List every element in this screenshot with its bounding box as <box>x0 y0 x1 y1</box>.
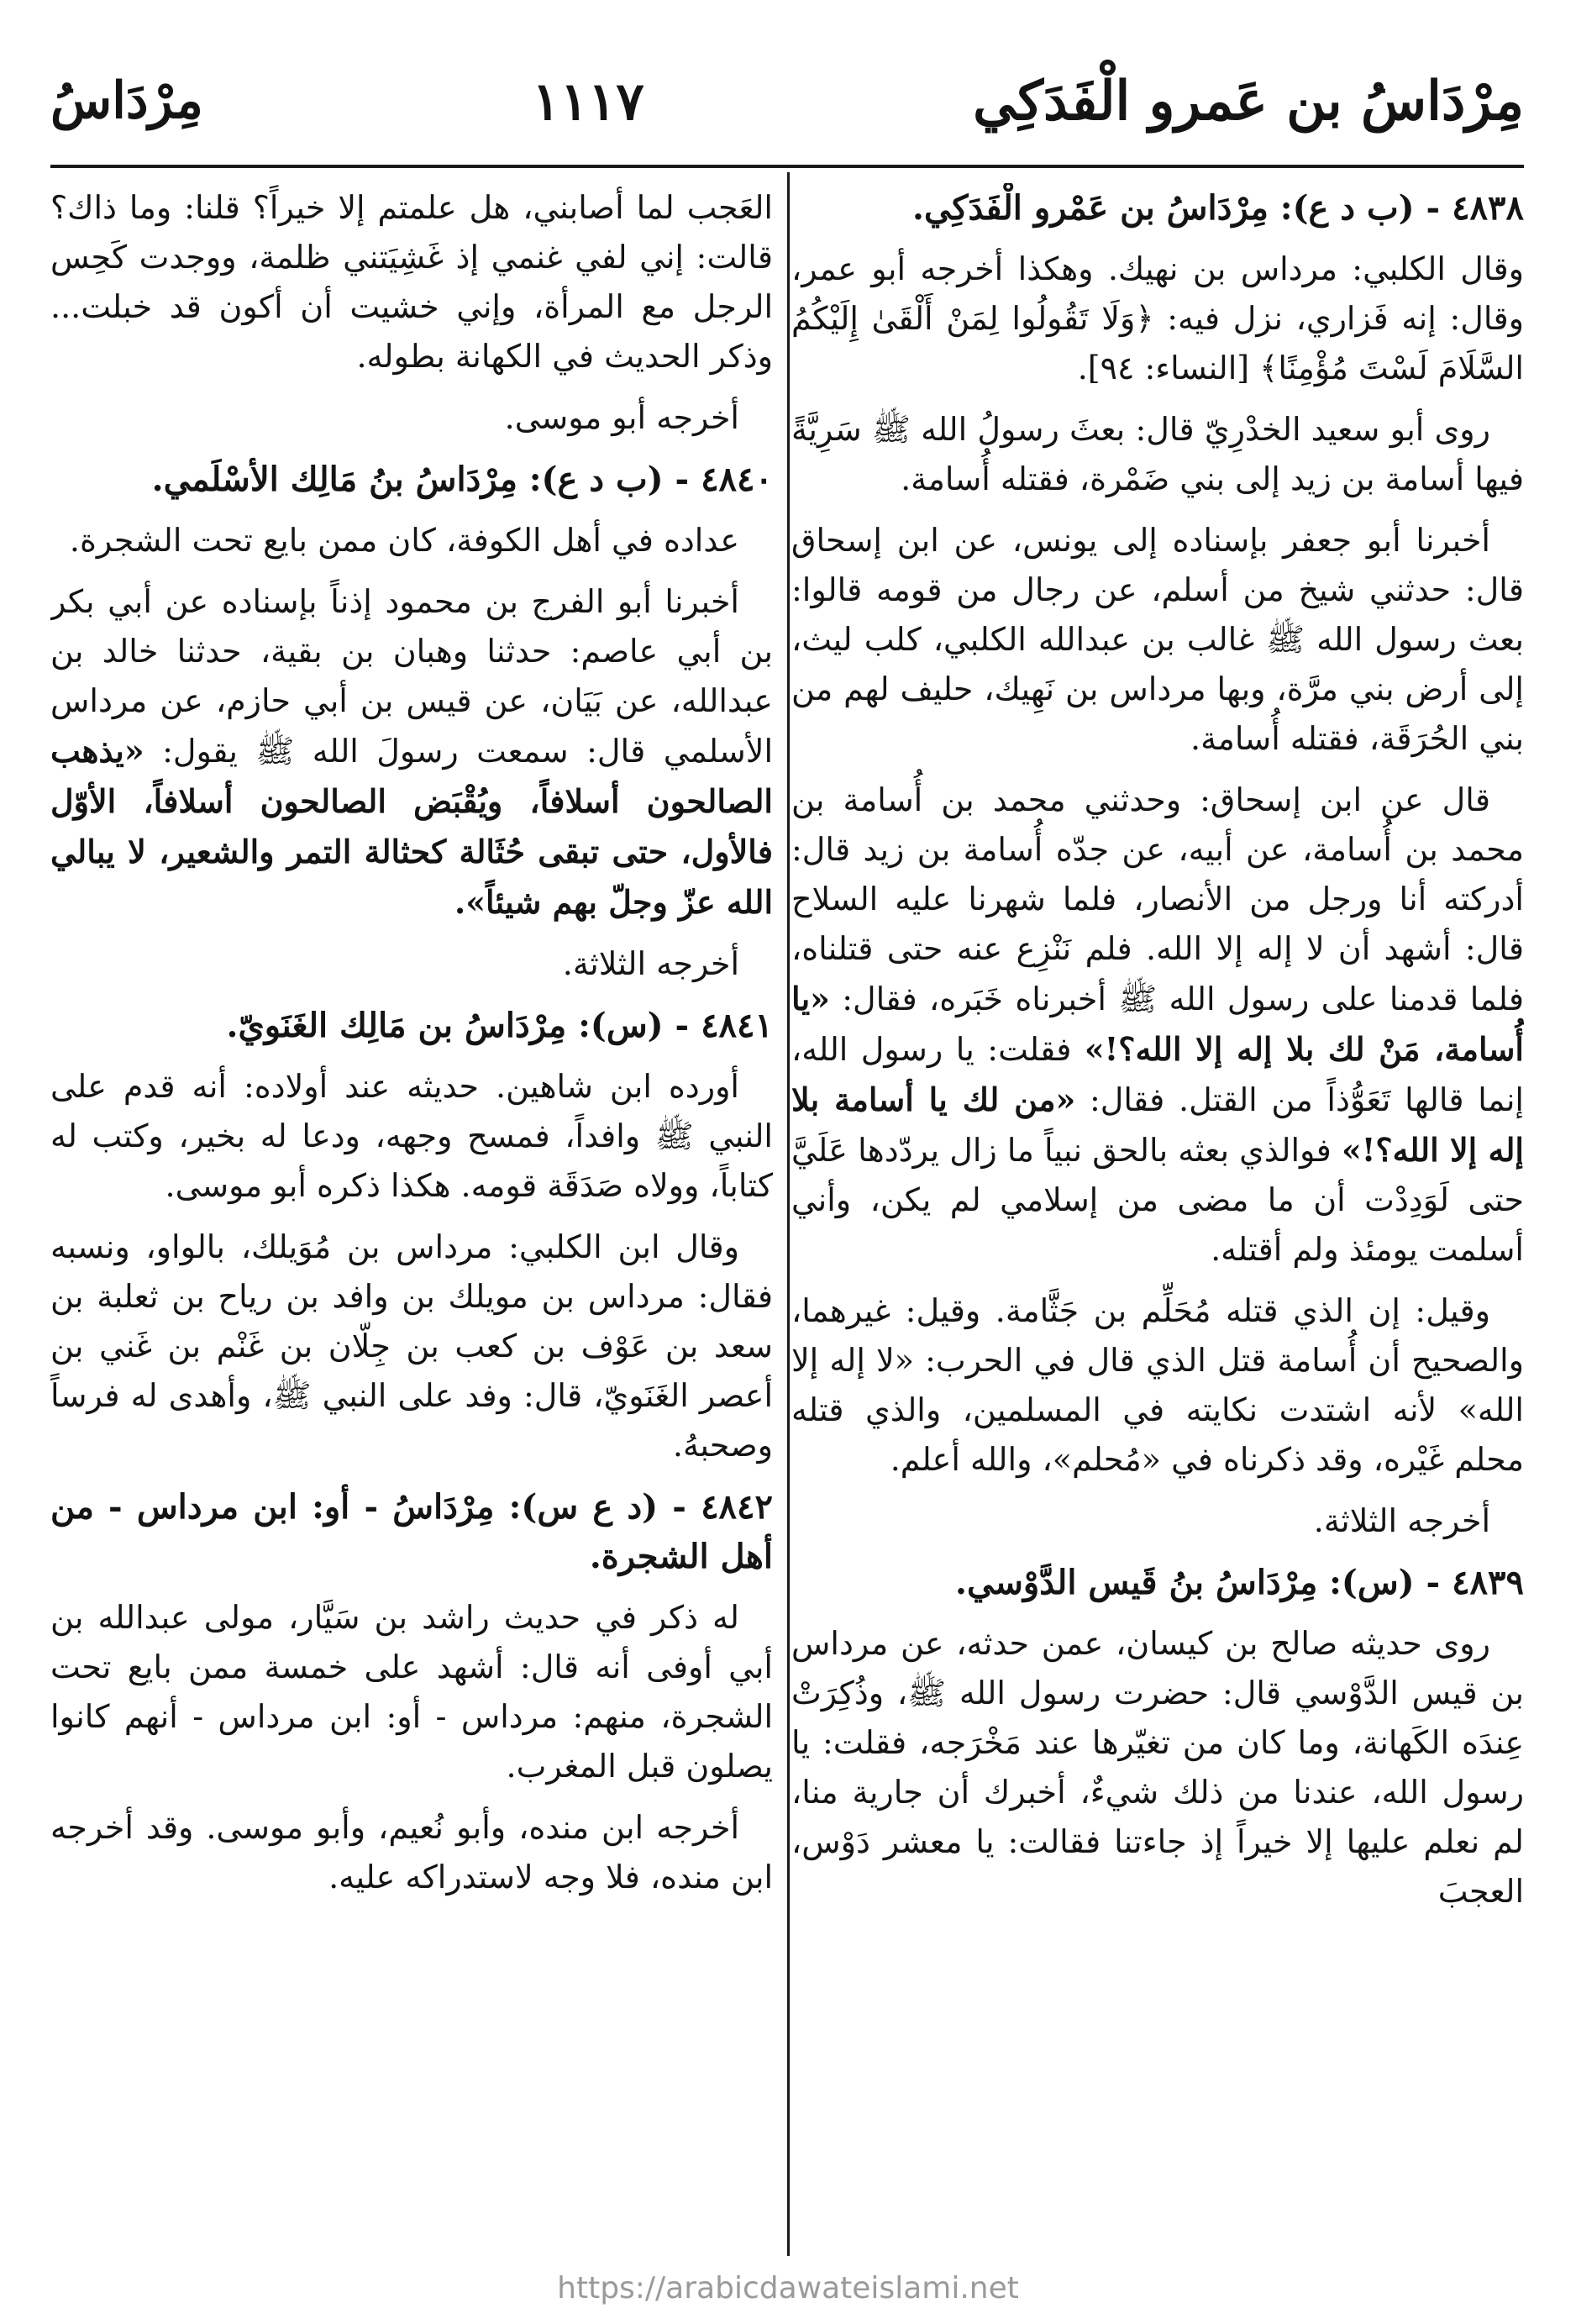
hadith-quote: «يا أُسامة، مَنْ لك بلا إله إلا الله؟!» <box>791 980 1524 1068</box>
paragraph-text: فوالذي بعثه بالحق نبياً ما زال يردّدها عَلَيَّ حتى لَوَدِدْت أن ما مضى من إسلامي لم يكن، وأني أسلمت يومئذ ولم أقتله. <box>791 1132 1524 1268</box>
paragraph-text: أخبرنا أبو الفرج بن محمود إذناً بإسناده عن أبي بكر بن أبي عاصم: حدثنا وهبان بن بقية، حدثنا خالد بن عبدالله، عن بَيَان، عن قيس بن أبي حازم، عن مرداس الأسلمي قال: سمعت رسولَ الله ﷺ يقول: <box>50 583 773 770</box>
entry-4838-paragraph: أخرجه الثلاثة. <box>1313 1502 1490 1539</box>
entry-4842-paragraph: أخرجه ابن منده، وأبو نُعيم، وأبو موسى. وقد أخرجه ابن منده، فلا وجه لاستدراكه عليه. <box>50 1809 773 1895</box>
column-divider <box>787 172 790 2256</box>
entry-4841-paragraph: وقال ابن الكلبي: مرداس بن مُوَيلك، بالواو، ونسبه فقال: مرداس بن مويلك بن وافد بن رياح بن ثعلبة بن سعد بن عَوْف بن كعب بن جِلّان بن غَنْم بن غَني بن أعصر الغَنَويّ، قال: وفد على النبي ﷺ، وأهدى له فرساً وصحبهُ. <box>50 1228 773 1464</box>
hadith-quote: «من لك يا أسامة بلا إله إلا الله؟!» <box>791 1081 1524 1169</box>
entry-4839-paragraph: أخرجه أبو موسى. <box>504 399 739 436</box>
entry-4842-paragraph: له ذكر في حديث راشد بن سَيَّار، مولى عبدالله بن أبي أوفى أنه قال: أشهد على خمسة ممن بايع تحت الشجرة، منهم: مرداس - أو: ابن مرداس - أنهم كانوا يصلون قبل المغرب. <box>50 1599 773 1785</box>
left-column <box>50 183 773 2258</box>
entry-4840-paragraph <box>50 577 773 928</box>
header-rule <box>50 165 1524 168</box>
running-title-right: مِرْدَاسُ بن عَمرو الْفَدَكِي <box>973 69 1524 133</box>
page-header <box>50 50 1524 151</box>
entry-4839-continuation: العَجب لما أصابني، هل علمتم إلا خيراً؟ قلنا: وما ذاك؟ قالت: إني لفي غنمي إذ غَشِيَتني ظلمة، ووجدت كَحِس الرجل مع المرأة، وإني خشيت أن أكون قد خبلت... وذكر الحديث في الكهانة بطوله. <box>50 189 773 375</box>
entry-4840-heading: ٤٨٤٠ - (ب د ع): مِرْدَاسُ بنُ مَالِك الأسْلَمي. <box>151 460 773 499</box>
entry-4838-heading: ٤٨٣٨ - (ب د ع): مِرْدَاسُ بن عَمْرو الْفَدَكِي. <box>912 188 1524 228</box>
entry-4839-heading: ٤٨٣٩ - (س): مِرْدَاسُ بنُ قَيس الدَّوْسي. <box>955 1563 1524 1602</box>
entry-4841-heading: ٤٨٤١ - (س): مِرْدَاسُ بن مَالِك الغَنَويّ. <box>226 1006 773 1045</box>
entry-4841-paragraph: أورده ابن شاهين. حديثه عند أولاده: أنه قدم على النبي ﷺ وافداً، فمسح وجهه، ودعا له بخير، وكتب له كتاباً، وولاه صَدَقَة قومه. هكذا ذكره أبو موسى. <box>50 1068 773 1204</box>
entry-4838-paragraph: أخبرنا أبو جعفر بإسناده إلى يونس، عن ابن إسحاق قال: حدثني شيخ من أسلم، عن رجال من قومه قالوا: بعث رسول الله ﷺ غالب بن عبدالله الكلبي، كلب ليث، إلى أرض بني مرَّة، وبها مرداس بن نَهِيك، حليف لهم من بني الحُرَقَة، فقتله أُسامة. <box>791 522 1524 757</box>
right-column <box>791 183 1524 2258</box>
page-number: ١١١٧ <box>532 70 644 132</box>
entry-4838-paragraph: وقال الكلبي: مرداس بن نهيك. وهكذا أخرجه أبو عمر، وقال: إنه فَزاري، نزل فيه: ﴿وَلَا تَقُولُوا لِمَنْ أَلْقَىٰ إِلَيْكُمُ السَّلَامَ لَسْتَ مُؤْمِنًا﴾ [النساء: ٩٤]. <box>791 250 1524 386</box>
paragraph-text: قال عن ابن إسحاق: وحدثني محمد بن أُسامة بن محمد بن أُسامة، عن أبيه، عن جدّه أُسامة بن زيد قال: أدركته أنا ورجل من الأنصار، فلما شهرنا عليه السلاح قال: أشهد أن لا إله إلا الله. فلم نَنْزِع عنه حتى قتلناه، فلما قدمنا على رسول الله ﷺ أخبرناه خَبَره، فقال: <box>791 781 1524 1017</box>
entry-4838-paragraph <box>791 776 1524 1275</box>
entry-4838-paragraph: وقيل: إن الذي قتله مُحَلِّم بن جَثَّامة. وقيل: غيرهما، والصحيح أن أُسامة قتل الذي قال في الحرب: «لا إله إلا الله» لأنه اشتدت نكايته في المسلمين، والذي قتله محلم غَيْره، وقد ذكرناه في «مُحلم»، والله أعلم. <box>791 1292 1524 1478</box>
entry-4842-heading: ٤٨٤٢ - (د ع س): مِرْدَاسُ - أو: ابن مرداس - من أهل الشجرة. <box>50 1487 773 1576</box>
entry-4840-paragraph: عداده في أهل الكوفة، كان ممن بايع تحت الشجرة. <box>69 522 739 559</box>
watermark-url: https://arabicdawateislami.net <box>557 2271 1019 2306</box>
running-title-left: مِرْدَاسُ <box>50 71 203 130</box>
hadith-quote: «يذهب الصالحون أسلافاً، ويُقْبَض الصالحون أسلافاً، الأوّل فالأول، حتى تبقى حُثَالة كحثالة التمر والشعير، لا يبالي الله عزّ وجلّ بهم شيئاً». <box>50 732 773 921</box>
entry-4838-paragraph: روى أبو سعيد الخدْرِيّ قال: بعثَ رسولُ الله ﷺ سَرِيَّةً فيها أسامة بن زيد إلى بني ضَمْرة، فقتله أُسامة. <box>791 411 1524 497</box>
entry-4839-paragraph: روى حديثه صالح بن كيسان، عمن حدثه، عن مرداس بن قيس الدَّوْسي قال: حضرت رسول الله ﷺ، وذُكِرَتْ عِندَه الكَهانة، وما كان من تغيّرها عند مَخْرَجه، فقلت: يا رسول الله، عندنا من ذلك شيءٌ، أخبرك أن جارية منا، لم نعلم عليها إلا خيراً إذ جاءتنا فقالت: يا معشر دَوْس، العجبَ <box>791 1625 1524 1910</box>
entry-4840-paragraph: أخرجه الثلاثة. <box>562 945 739 982</box>
paragraph-text: فقلت: يا رسول الله، إنما قالها تَعَوُّذاً من القتل. فقال: <box>791 1031 1524 1118</box>
